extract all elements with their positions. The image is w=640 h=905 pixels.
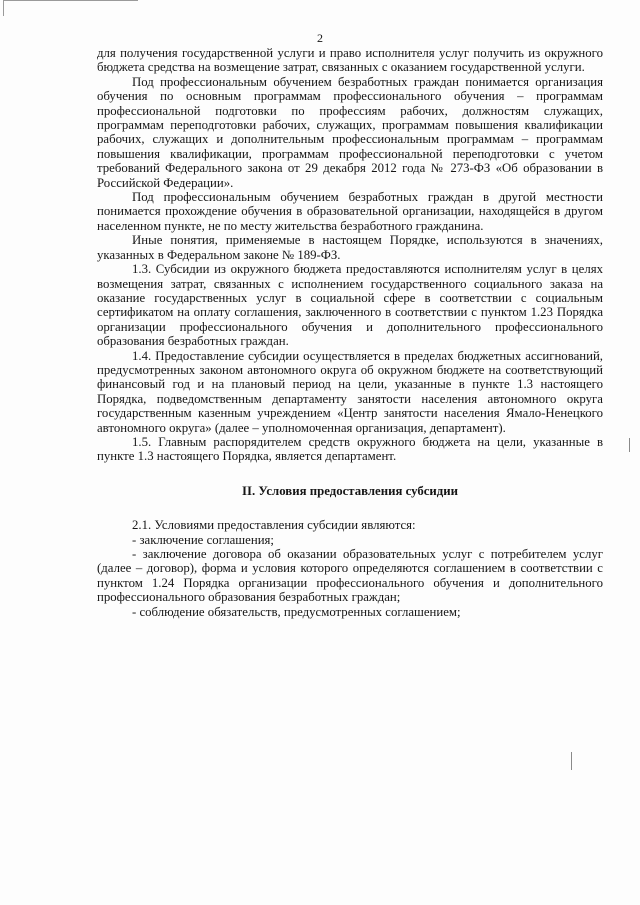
scan-artifact bbox=[629, 438, 630, 452]
scan-edge-line bbox=[3, 0, 4, 16]
paragraph: - соблюдение обязательств, предусмотренных соглашением; bbox=[132, 604, 461, 619]
document-body bbox=[97, 46, 603, 619]
paragraph: для получения государственной услуги и право исполнителя услуг получить из окружного бюджета средства на возмещение затрат, связанных с оказанием государственной услуги. bbox=[97, 46, 603, 75]
section-heading: II. Условия предоставления субсидии bbox=[242, 483, 458, 498]
paragraph: Под профессиональным обучением безработных граждан понимается организация обучения по основным программам профессионального обучения – программам профессиональной подготовки по профессиям рабочих, должностям служащих, программам переподготовки рабочих, служащих, программам повышения квалификации рабочих, служащих и дополнительным профессиональным программам – программам повышения квалификации, программам профессиональной переподготовки с учетом требований Федерального закона от 29 декабря 2012 года № 273-ФЗ «Об образовании в Российской Федерации». bbox=[97, 74, 603, 190]
paragraph: - заключение соглашения; bbox=[132, 532, 274, 547]
paragraph: 1.5. Главным распорядителем средств окружного бюджета на цели, указанные в пункте 1.3 настоящего Порядка, является департамент. bbox=[97, 434, 603, 464]
paragraph: - заключение договора об оказании образовательных услуг с потребителем услуг (далее – договор), форма и условия которого определяются соглашением в соответствии с пунктом 1.24 Порядка организации профессионального обучения и дополнительного профессионального образования безработных граждан; bbox=[97, 547, 603, 605]
paragraph: 2.1. Условиями предоставления субсидии являются: bbox=[132, 518, 416, 533]
scan-edge-line bbox=[4, 0, 138, 1]
page-number: 2 bbox=[317, 31, 323, 45]
paragraph: Иные понятия, применяемые в настоящем Порядке, используются в значениях, указанных в Федеральном законе № 189-ФЗ. bbox=[97, 233, 603, 262]
scan-artifact bbox=[571, 752, 572, 770]
paragraph: Под профессиональным обучением безработных граждан в другой местности понимается прохождение обучения в образовательной организации, находящейся в другом населенном пункте, не по месту жительства безработного гражданина. bbox=[97, 190, 603, 233]
paragraph: 1.4. Предоставление субсидии осуществляется в пределах бюджетных ассигнований, предусмотренных законом автономного округа об окружном бюджете на соответствующий финансовый год и на плановый период на цели, указанные в пункте 1.3 настоящего Порядка, подведомственным департаменту занятости населения автономного округа государственным казенным учреждением «Центр занятости населения Ямало-Ненецкого автономного округа» (далее – уполномоченная организация, департамент). bbox=[97, 348, 603, 435]
paragraph: 1.3. Субсидии из окружного бюджета предоставляются исполнителям услуг в целях возмещения затрат, связанных с исполнением государственного социального заказа на оказание государственных услуг в социальной сфере в соответствии с социальным сертификатом на оплату соглашения, заключенного в соответствии с пунктом 1.23 Порядка организации профессионального обучения и дополнительного профессионального образования безработных граждан. bbox=[97, 262, 603, 349]
